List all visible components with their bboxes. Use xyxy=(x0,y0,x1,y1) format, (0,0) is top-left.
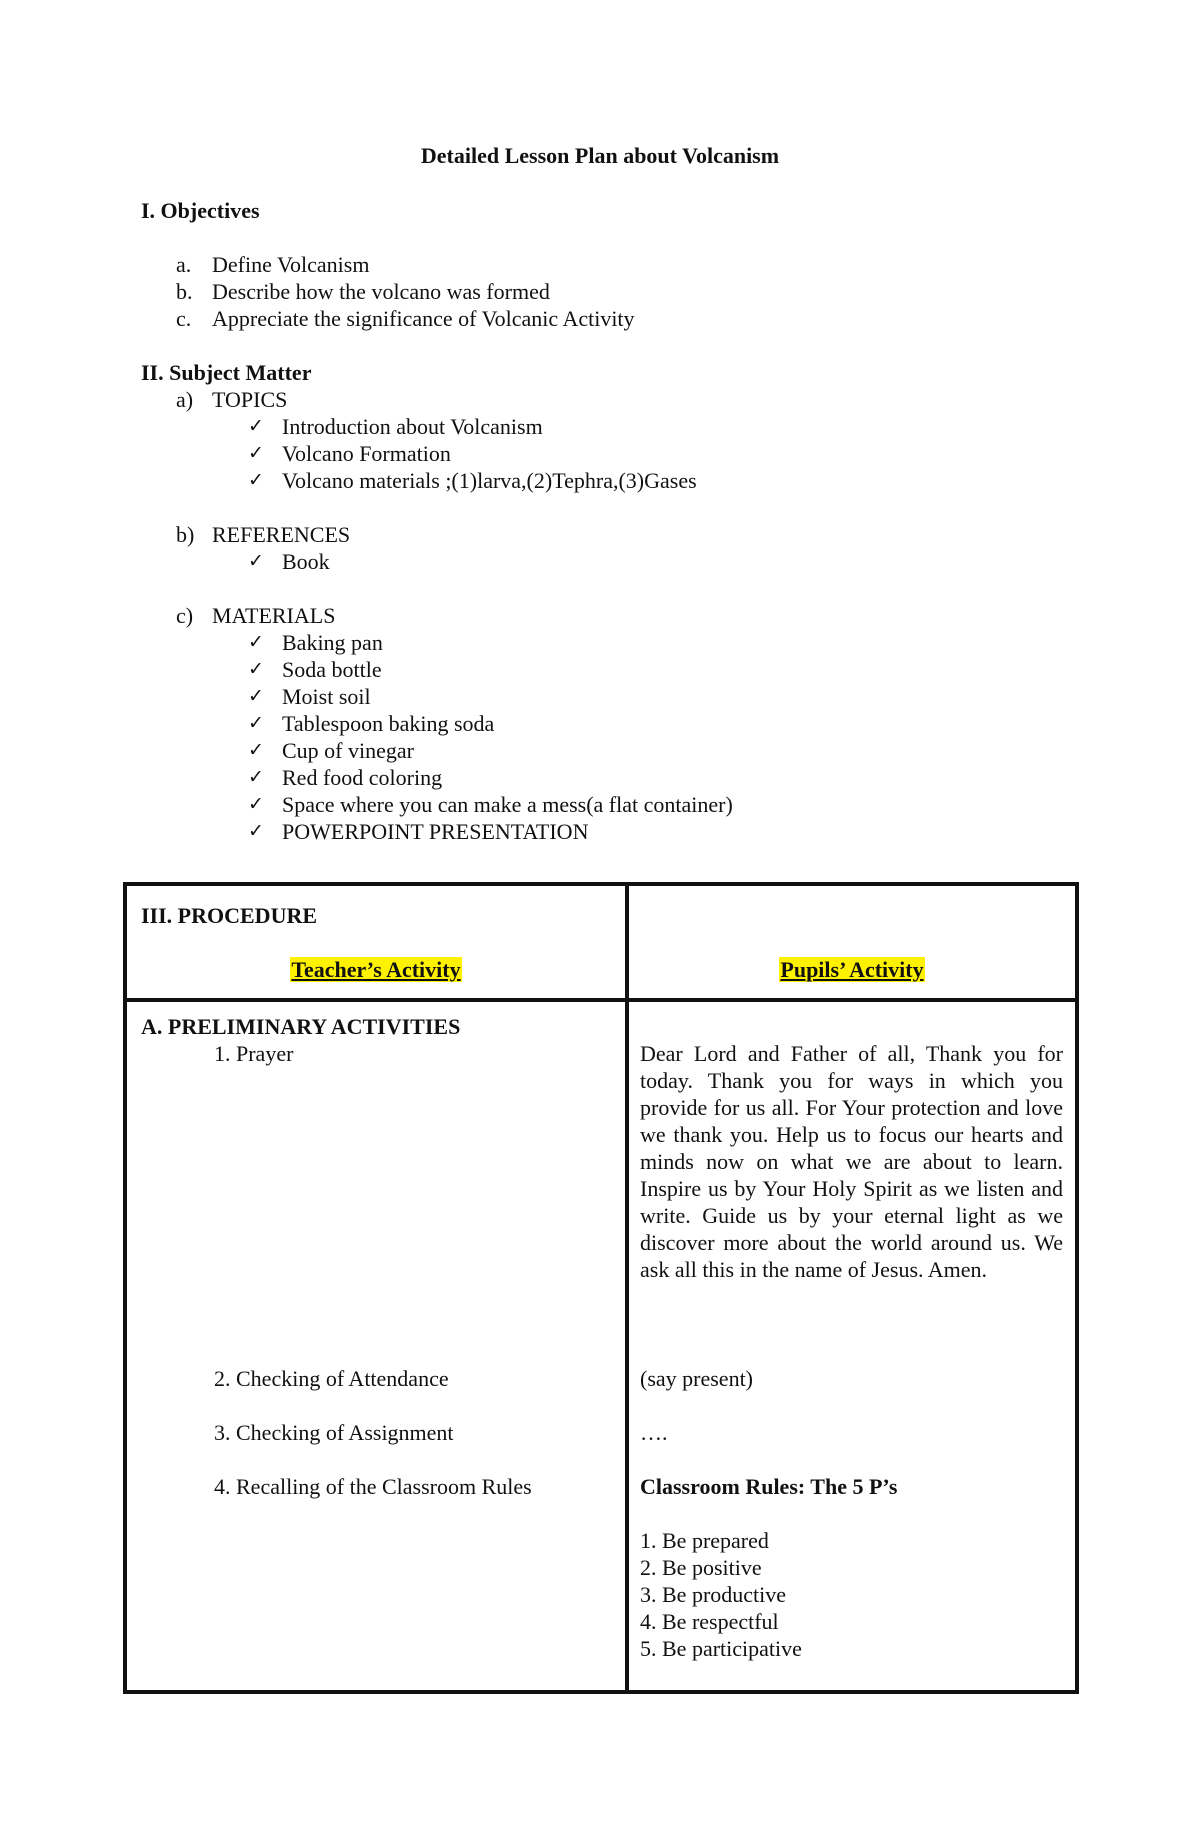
checkmark-icon: ✓ xyxy=(248,631,264,653)
list-item: c. Appreciate the significance of Volcanic Activity xyxy=(176,306,635,331)
list-item: ✓ Volcano Formation xyxy=(248,441,451,466)
checkmark-icon: ✓ xyxy=(248,550,264,572)
materials-list xyxy=(248,629,748,845)
pupil-attendance-response: (say present) xyxy=(640,1366,754,1391)
checkmark-icon: ✓ xyxy=(248,415,264,437)
checkmark-icon: ✓ xyxy=(248,712,264,734)
list-item: ✓ Tablespoon baking soda xyxy=(248,711,495,736)
checkmark-icon: ✓ xyxy=(248,685,264,707)
references-list xyxy=(248,548,748,575)
list-item: a. Define Volcanism xyxy=(176,252,370,277)
procedure-table xyxy=(123,882,1079,1694)
procedure-heading: III. PROCEDURE xyxy=(141,903,318,928)
checkmark-icon: ✓ xyxy=(248,442,264,464)
list-item: 4. Be respectful xyxy=(640,1609,779,1634)
checkmark-icon: ✓ xyxy=(248,820,264,842)
list-item: ✓ Introduction about Volcanism xyxy=(248,414,543,439)
teacher-step-assignment: 3. Checking of Assignment xyxy=(214,1420,454,1445)
list-item: 2. Be positive xyxy=(640,1555,762,1580)
topics-label: a) TOPICS xyxy=(176,387,288,412)
list-item: ✓ Volcano materials ;(1)larva,(2)Tephra,(3)Gases xyxy=(248,468,697,493)
list-item: ✓ Space where you can make a mess(a flat container) xyxy=(248,792,733,817)
document-title: Detailed Lesson Plan about Volcanism xyxy=(420,143,780,168)
table-divider xyxy=(127,998,1075,1002)
preliminary-activities-heading: A. PRELIMINARY ACTIVITIES xyxy=(141,1014,461,1039)
pupil-prayer-text: Dear Lord and Father of all, Thank you for today. Thank you for ways in which you provide for us all. For Your protection and love we thank you. Help us to focus our hearts and minds now on what we are about to learn. Inspire us by Your Holy Spirit as we listen and write. Guide us by your eternal light as we discover more about the world around us. We ask all this in the name of Jesus. Amen. xyxy=(640,1041,1063,1282)
subject-matter-heading: II. Subject Matter xyxy=(141,360,312,385)
pupil-activity-header: Pupils’ Activity xyxy=(780,957,924,982)
list-item: 5. Be participative xyxy=(640,1636,802,1661)
list-item: 1. Be prepared xyxy=(640,1528,769,1553)
list-item: 3. Be productive xyxy=(640,1582,787,1607)
teacher-step-rules: 4. Recalling of the Classroom Rules xyxy=(214,1474,532,1499)
list-item: ✓ Moist soil xyxy=(248,684,371,709)
topics-list xyxy=(248,413,748,494)
list-item: ✓ Soda bottle xyxy=(248,657,382,682)
objectives-list xyxy=(176,251,635,332)
checkmark-icon: ✓ xyxy=(248,739,264,761)
checkmark-icon: ✓ xyxy=(248,766,264,788)
list-item: ✓ Book xyxy=(248,549,330,574)
teacher-step-attendance: 2. Checking of Attendance xyxy=(214,1366,449,1391)
materials-label: c) MATERIALS xyxy=(176,603,336,628)
pupil-assignment-response: …. xyxy=(640,1420,668,1445)
list-item: b. Describe how the volcano was formed xyxy=(176,279,550,304)
list-item: ✓ Red food coloring xyxy=(248,765,443,790)
classroom-rules-list xyxy=(640,1527,802,1662)
table-divider xyxy=(625,886,629,1690)
references-label: b) REFERENCES xyxy=(176,522,351,547)
objectives-heading: I. Objectives xyxy=(141,198,260,223)
teacher-step-prayer: 1. Prayer xyxy=(214,1041,294,1066)
checkmark-icon: ✓ xyxy=(248,658,264,680)
teacher-activity-header: Teacher’s Activity xyxy=(291,957,461,982)
list-item: ✓ POWERPOINT PRESENTATION xyxy=(248,819,589,844)
checkmark-icon: ✓ xyxy=(248,469,264,491)
classroom-rules-heading: Classroom Rules: The 5 P’s xyxy=(640,1474,898,1499)
checkmark-icon: ✓ xyxy=(248,793,264,815)
list-item: ✓ Baking pan xyxy=(248,630,383,655)
list-item: ✓ Cup of vinegar xyxy=(248,738,414,763)
